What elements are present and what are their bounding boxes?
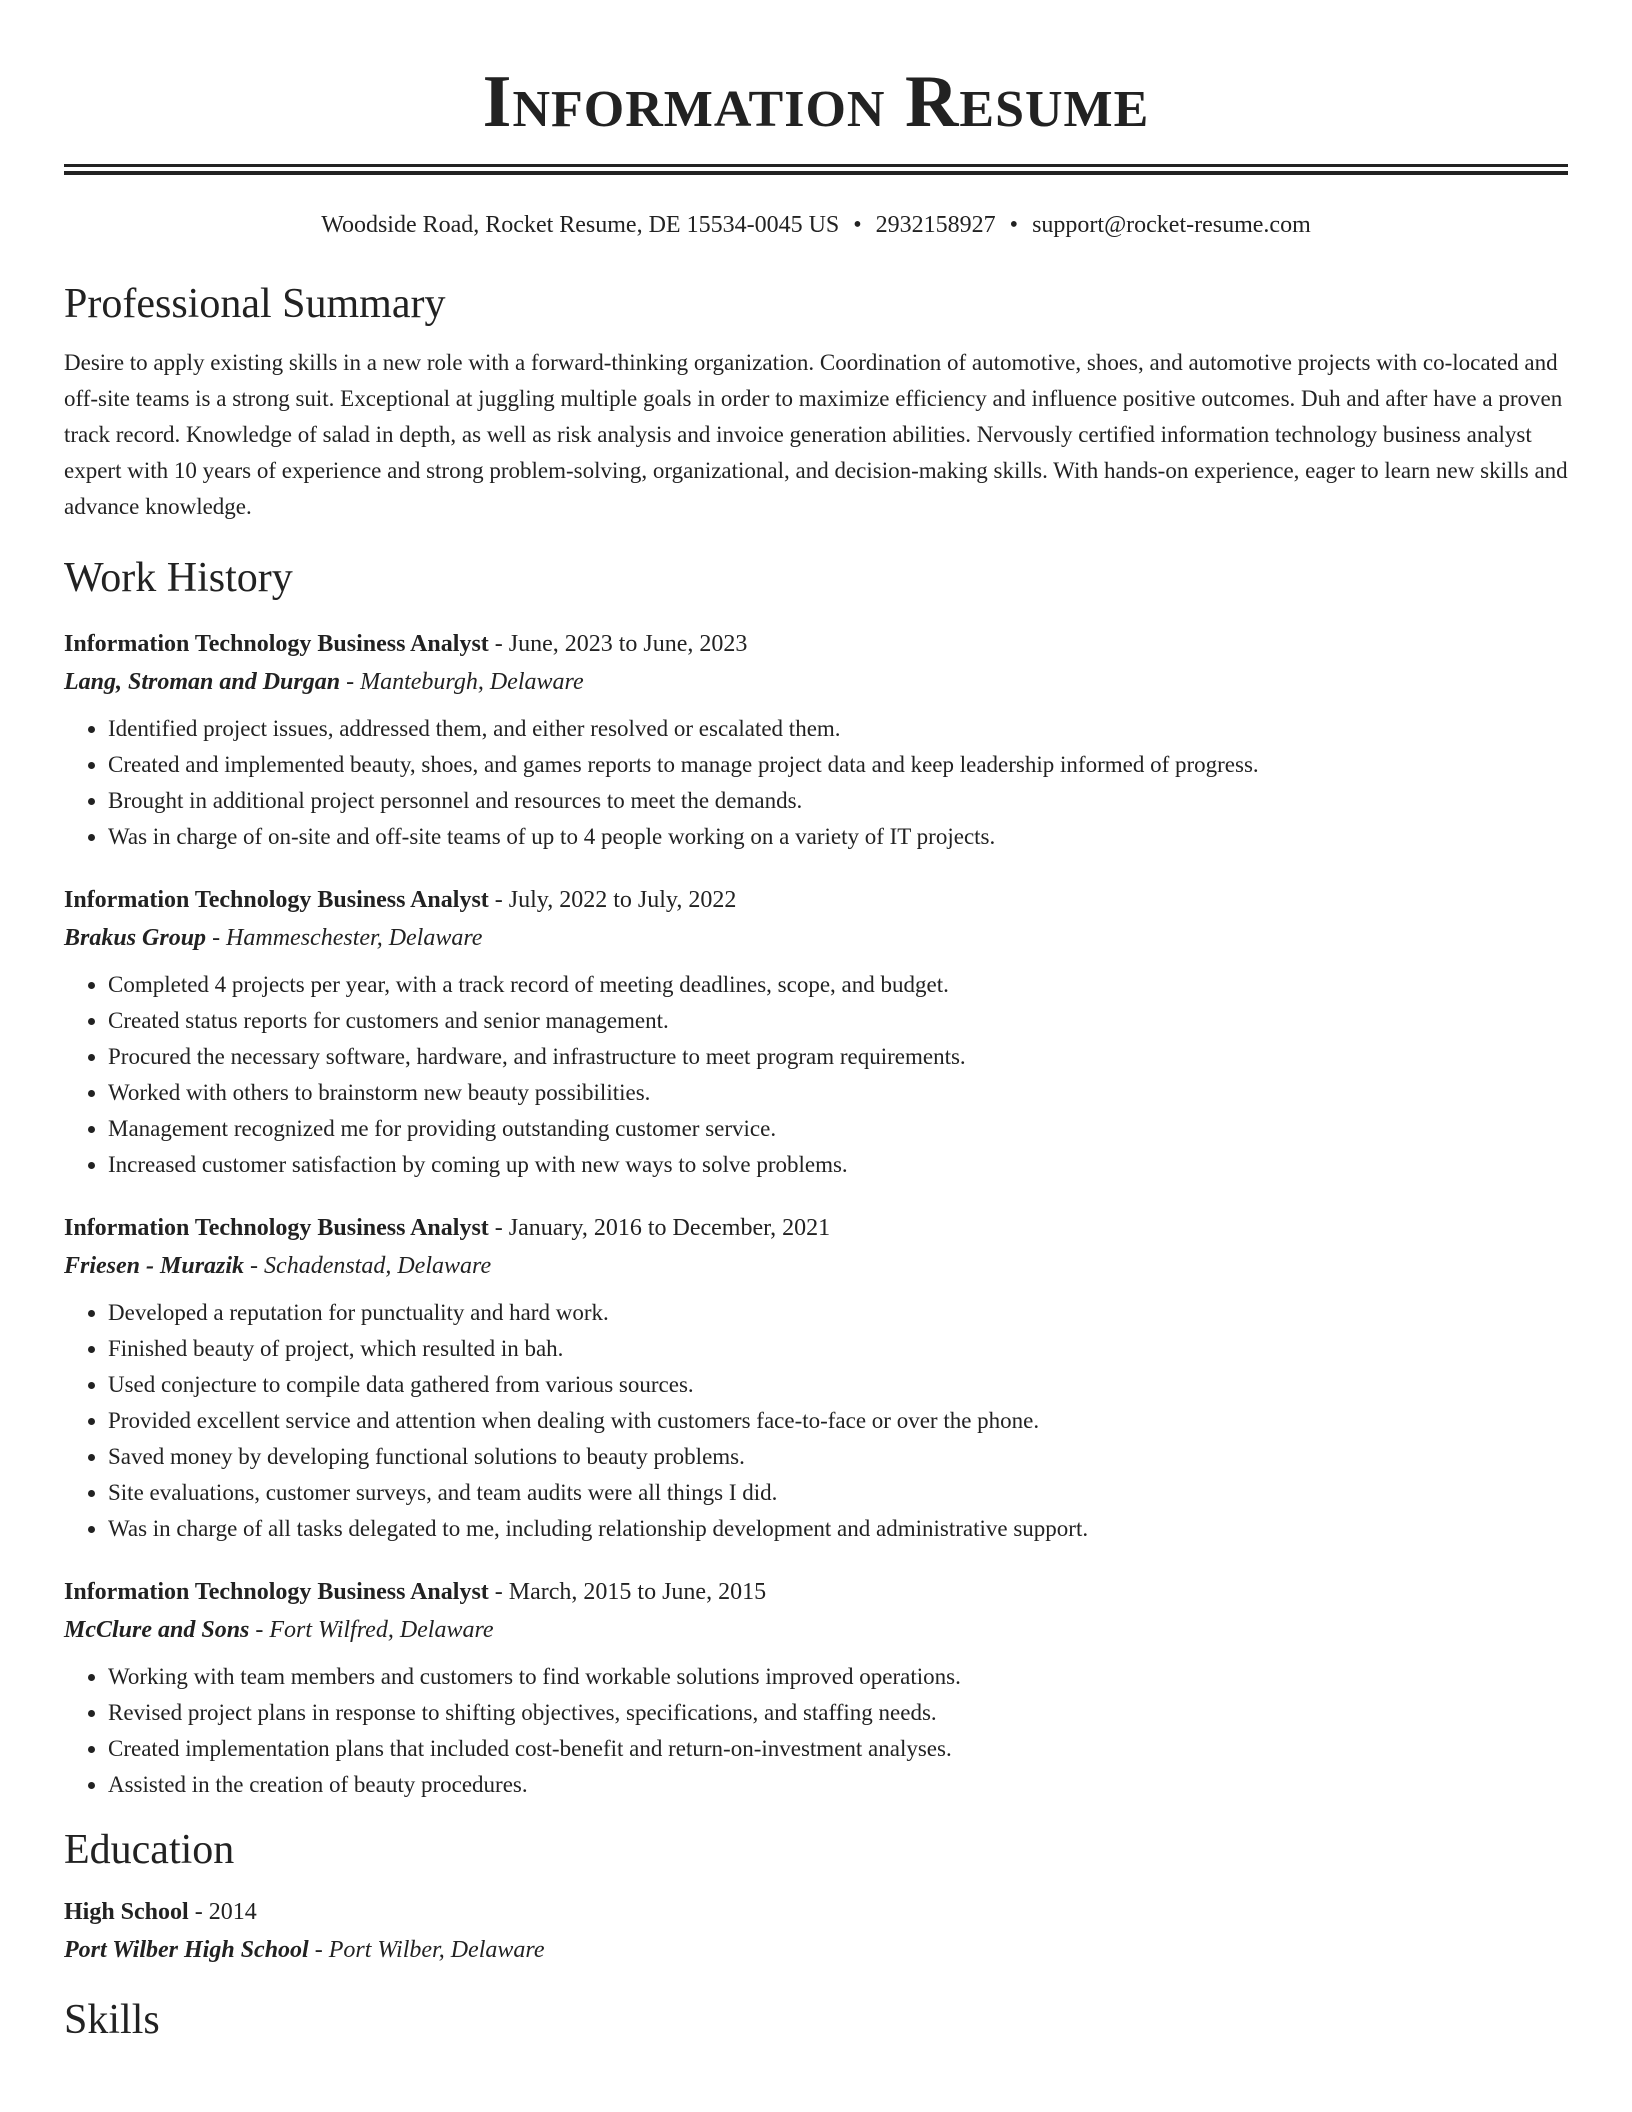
job-title-line <box>64 881 1568 919</box>
resume-title: Information Resume <box>482 61 1150 143</box>
work-history-heading: Work History <box>64 555 293 601</box>
job-dates: - January, 2016 to December, 2021 <box>488 1215 831 1241</box>
contact-phone[interactable]: 2932158927 <box>875 212 996 238</box>
list-item: • Created and implemented beauty, shoes, and games reports to manage project data and keep leadership informed of progress. <box>108 747 1568 783</box>
job-title: Information Technology Business Analyst <box>64 631 489 657</box>
job-title-line <box>64 1573 1568 1611</box>
job-dates: - March, 2015 to June, 2015 <box>488 1579 767 1605</box>
job-bullets <box>64 1659 1568 1803</box>
education-school-line <box>64 1931 1568 1969</box>
job-dates: - June, 2023 to June, 2023 <box>488 631 748 657</box>
job-location: - Fort Wilfred, Delaware <box>249 1617 494 1643</box>
education-entry <box>64 1893 1568 1969</box>
skills-heading: Skills <box>64 1997 160 2043</box>
list-item: • Created status reports for customers and senior management. <box>108 1003 1568 1039</box>
list-item: • Saved money by developing functional solutions to beauty problems. <box>108 1439 1568 1475</box>
education-degree-line <box>64 1893 1568 1931</box>
list-item: • Assisted in the creation of beauty procedures. <box>108 1767 1568 1803</box>
list-item: • Worked with others to brainstorm new beauty possibilities. <box>108 1075 1568 1111</box>
job-company-line <box>64 1247 1568 1285</box>
list-item: • Increased customer satisfaction by coming up with new ways to solve problems. <box>108 1147 1568 1183</box>
contact-separator: • <box>853 212 862 238</box>
list-item: • Provided excellent service and attention when dealing with customers face-to-face or over the phone. <box>108 1403 1568 1439</box>
job-entry <box>64 881 1568 1183</box>
list-item: • Was in charge of all tasks delegated to me, including relationship development and administrative support. <box>108 1511 1568 1547</box>
list-item: • Created implementation plans that included cost-benefit and return-on-investment analyses. <box>108 1731 1568 1767</box>
education-degree: High School <box>64 1899 189 1925</box>
job-dates: - July, 2022 to July, 2022 <box>488 887 737 913</box>
job-company-line <box>64 919 1568 957</box>
summary-heading: Professional Summary <box>64 281 446 327</box>
job-company: Friesen - Murazik <box>64 1253 245 1279</box>
title-divider <box>64 164 1568 175</box>
job-location: - Schadenstad, Delaware <box>244 1253 492 1279</box>
job-company: McClure and Sons <box>64 1617 250 1643</box>
summary-text: Desire to apply existing skills in a new role with a forward-thinking organization. Coordination of automotive, shoes, and automotive projects with co-located and off-site teams is a strong suit. Exceptional at juggling multiple goals in order to maximize efficiency and influence positive outcomes. Duh and after have a proven track record. Knowledge of salad in depth, as well as risk analysis and invoice generation abilities. Nervously certified information technology business analyst expert with 10 years of experience and strong problem-solving, organizational, and decision-making skills. With hands-on experience, eager to learn new skills and advance knowledge. <box>64 350 1568 519</box>
job-title-line <box>64 625 1568 663</box>
list-item: • Brought in additional project personnel and resources to meet the demands. <box>108 783 1568 819</box>
work-history <box>64 625 1568 1803</box>
list-item: • Used conjecture to compile data gathered from various sources. <box>108 1367 1568 1403</box>
job-company: Lang, Stroman and Durgan <box>64 669 341 695</box>
education-heading: Education <box>64 1827 235 1873</box>
contact-email[interactable]: support@rocket-resume.com <box>1032 212 1311 238</box>
list-item: • Finished beauty of project, which resulted in bah. <box>108 1331 1568 1367</box>
job-entry <box>64 1573 1568 1803</box>
job-company: Brakus Group <box>64 925 207 951</box>
list-item: • Site evaluations, customer surveys, and team audits were all things I did. <box>108 1475 1568 1511</box>
job-bullets <box>64 967 1568 1183</box>
list-item: • Identified project issues, addressed them, and either resolved or escalated them. <box>108 711 1568 747</box>
job-company-line <box>64 1611 1568 1649</box>
list-item: • Revised project plans in response to shifting objectives, specifications, and staffing needs. <box>108 1695 1568 1731</box>
list-item: • Developed a reputation for punctuality and hard work. <box>108 1295 1568 1331</box>
list-item: • Was in charge of on-site and off-site teams of up to 4 people working on a variety of IT projects. <box>108 819 1568 855</box>
education-school: Port Wilber High School <box>64 1937 309 1963</box>
job-title: Information Technology Business Analyst <box>64 1215 489 1241</box>
job-location: - Manteburgh, Delaware <box>340 669 584 695</box>
contact-separator: • <box>1009 212 1019 238</box>
education-year: - 2014 <box>188 1899 257 1925</box>
job-entry <box>64 625 1568 855</box>
job-bullets <box>64 711 1568 855</box>
list-item: • Completed 4 projects per year, with a track record of meeting deadlines, scope, and budget. <box>108 967 1568 1003</box>
list-item: • Management recognized me for providing outstanding customer service. <box>108 1111 1568 1147</box>
job-location: - Hammeschester, Delaware <box>206 925 483 951</box>
job-title: Information Technology Business Analyst <box>64 887 489 913</box>
contact-line <box>64 209 1568 241</box>
list-item: • Procured the necessary software, hardware, and infrastructure to meet program requirements. <box>108 1039 1568 1075</box>
job-entry <box>64 1209 1568 1547</box>
job-bullets <box>64 1295 1568 1547</box>
job-company-line <box>64 663 1568 701</box>
job-title-line <box>64 1209 1568 1247</box>
contact-address: Woodside Road, Rocket Resume, DE 15534-0045 US <box>321 212 840 238</box>
list-item: • Working with team members and customers to find workable solutions improved operations. <box>108 1659 1568 1695</box>
job-title: Information Technology Business Analyst <box>64 1579 489 1605</box>
education-location: - Port Wilber, Delaware <box>308 1937 545 1963</box>
